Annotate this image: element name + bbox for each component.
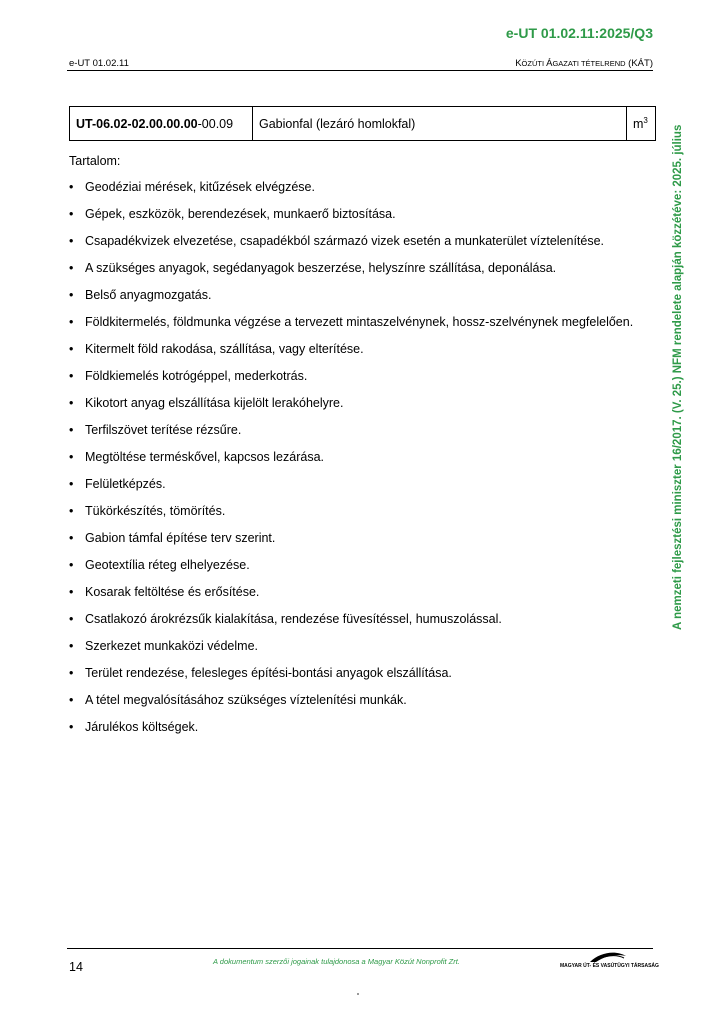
bullet-icon: • [69, 531, 74, 545]
header-left: e-UT 01.02.11 [69, 58, 129, 69]
header-right-small-2: GAZATI TÉTELREND [552, 59, 626, 68]
list-item [69, 369, 649, 385]
header-divider [67, 70, 653, 71]
item-unit-exp: 3 [643, 115, 648, 125]
list-item-text: Tükörkészítés, tömörítés. [85, 504, 226, 518]
content-title: Tartalom: [69, 154, 121, 168]
list-item [69, 504, 649, 520]
list-item-text: Megtöltése terméskővel, kapcsos lezárása. [85, 450, 324, 464]
bullet-icon: • [69, 180, 74, 194]
list-item-text: Kosarak feltöltése és erősítése. [85, 585, 260, 599]
list-item-text: Csapadékvizek elvezetése, csapadékból származó vizek esetén a munkaterület víztelenítése. [85, 234, 605, 248]
list-item [69, 342, 649, 358]
list-item [69, 693, 649, 709]
list-item [69, 558, 649, 574]
list-item [69, 639, 649, 655]
list-item [69, 531, 649, 547]
header-right-a: Á [546, 58, 553, 69]
bullet-icon: • [69, 639, 74, 653]
bullet-icon: • [69, 585, 74, 599]
list-item [69, 612, 649, 628]
bullet-icon: • [69, 720, 74, 734]
list-item-text: Geotextília réteg elhelyezése. [85, 558, 250, 572]
bullet-icon: • [69, 666, 74, 680]
list-item-text: Terület rendezése, felesleges építési-bontási anyagok elszállítása. [85, 666, 452, 680]
bullet-icon: • [69, 288, 74, 302]
list-item [69, 720, 649, 736]
item-unit-cell [627, 107, 656, 141]
item-row [70, 107, 656, 141]
bullet-icon: • [69, 261, 74, 275]
company-logo [560, 950, 659, 972]
list-item-text: Gabion támfal építése terv szerint. [85, 531, 276, 545]
bullet-icon: • [69, 396, 74, 410]
list-item [69, 261, 649, 277]
list-item-text: Szerkezet munkaközi védelme. [85, 639, 258, 653]
page-number: 14 [69, 960, 83, 974]
list-item-text: Belső anyagmozgatás. [85, 288, 212, 302]
list-item-text: Földkitermelés, földmunka végzése a tervezett mintaszelvénynek, hossz-szelvénynek megfelelően. [85, 315, 634, 329]
bullet-icon: • [69, 450, 74, 464]
list-item-text: Földkiemelés kotrógéppel, mederkotrás. [85, 369, 308, 383]
list-item [69, 450, 649, 466]
list-item [69, 180, 649, 196]
item-name-cell: Gabionfal (lezáró homlokfal) [253, 107, 627, 141]
side-publication-note: A nemzeti fejlesztési miniszter 16/2017. (V. 25.) NFM rendelete alapján közzétéve: 2025. július [672, 124, 684, 630]
bullet-icon: • [69, 234, 74, 248]
list-item-text: Felületképzés. [85, 477, 166, 491]
list-item [69, 288, 649, 304]
list-item [69, 207, 649, 223]
item-code-bold: UT-06.02-02.00.00.00 [76, 116, 198, 131]
header-right-small-1: ÖZÚTI [521, 59, 547, 68]
document-code: e-UT 01.02.11:2025/Q3 [505, 25, 653, 41]
list-item-text: A szükséges anyagok, segédanyagok beszerzése, helyszínre szállítása, deponálása. [85, 261, 557, 275]
bullet-icon: • [69, 342, 74, 356]
bullet-icon: • [69, 207, 74, 221]
item-code-cell [70, 107, 253, 141]
bullet-icon: • [69, 558, 74, 572]
list-item [69, 585, 649, 601]
bullet-icon: • [69, 369, 74, 383]
list-item-text: Kikotort anyag elszállítása kijelölt lerakóhelyre. [85, 396, 344, 410]
list-item-text: A tétel megvalósításához szükséges víztelenítési munkák. [85, 693, 407, 707]
item-unit-base: m [633, 117, 644, 132]
page-dot [357, 993, 359, 995]
list-item [69, 234, 649, 250]
list-item [69, 423, 649, 439]
bullet-icon: • [69, 612, 74, 626]
content-list [69, 180, 649, 747]
header-right-k: K [515, 58, 522, 69]
footer-divider [67, 948, 653, 949]
list-item-text: Geodéziai mérések, kitűzések elvégzése. [85, 180, 315, 194]
header-right-paren: (KÁT) [625, 58, 653, 69]
list-item [69, 396, 649, 412]
copyright-notice: A dokumentum szerzői jogainak tulajdonosa a Magyar Közút Nonprofit Zrt. [213, 957, 460, 966]
list-item [69, 666, 649, 682]
bullet-icon: • [69, 423, 74, 437]
bullet-icon: • [69, 504, 74, 518]
list-item-text: Gépek, eszközök, berendezések, munkaerő biztosítása. [85, 207, 396, 221]
list-item-text: Terfilszövet terítése rézsűre. [85, 423, 242, 437]
bullet-icon: • [69, 315, 74, 329]
bullet-icon: • [69, 693, 74, 707]
header-right [515, 58, 653, 69]
list-item [69, 477, 649, 493]
logo-swoosh-icon [560, 950, 656, 964]
logo-text: MAGYAR ÚT- ÉS VASÚTÜGYI TÁRSASÁG [560, 963, 659, 969]
item-table [69, 106, 656, 141]
list-item [69, 315, 649, 331]
bullet-icon: • [69, 477, 74, 491]
list-item-text: Csatlakozó árokrézsűk kialakítása, rendezése füvesítéssel, humuszolással. [85, 612, 502, 626]
list-item-text: Kitermelt föld rakodása, szállítása, vagy elterítése. [85, 342, 364, 356]
item-code-rest: -00.09 [197, 116, 234, 131]
list-item-text: Járulékos költségek. [85, 720, 199, 734]
